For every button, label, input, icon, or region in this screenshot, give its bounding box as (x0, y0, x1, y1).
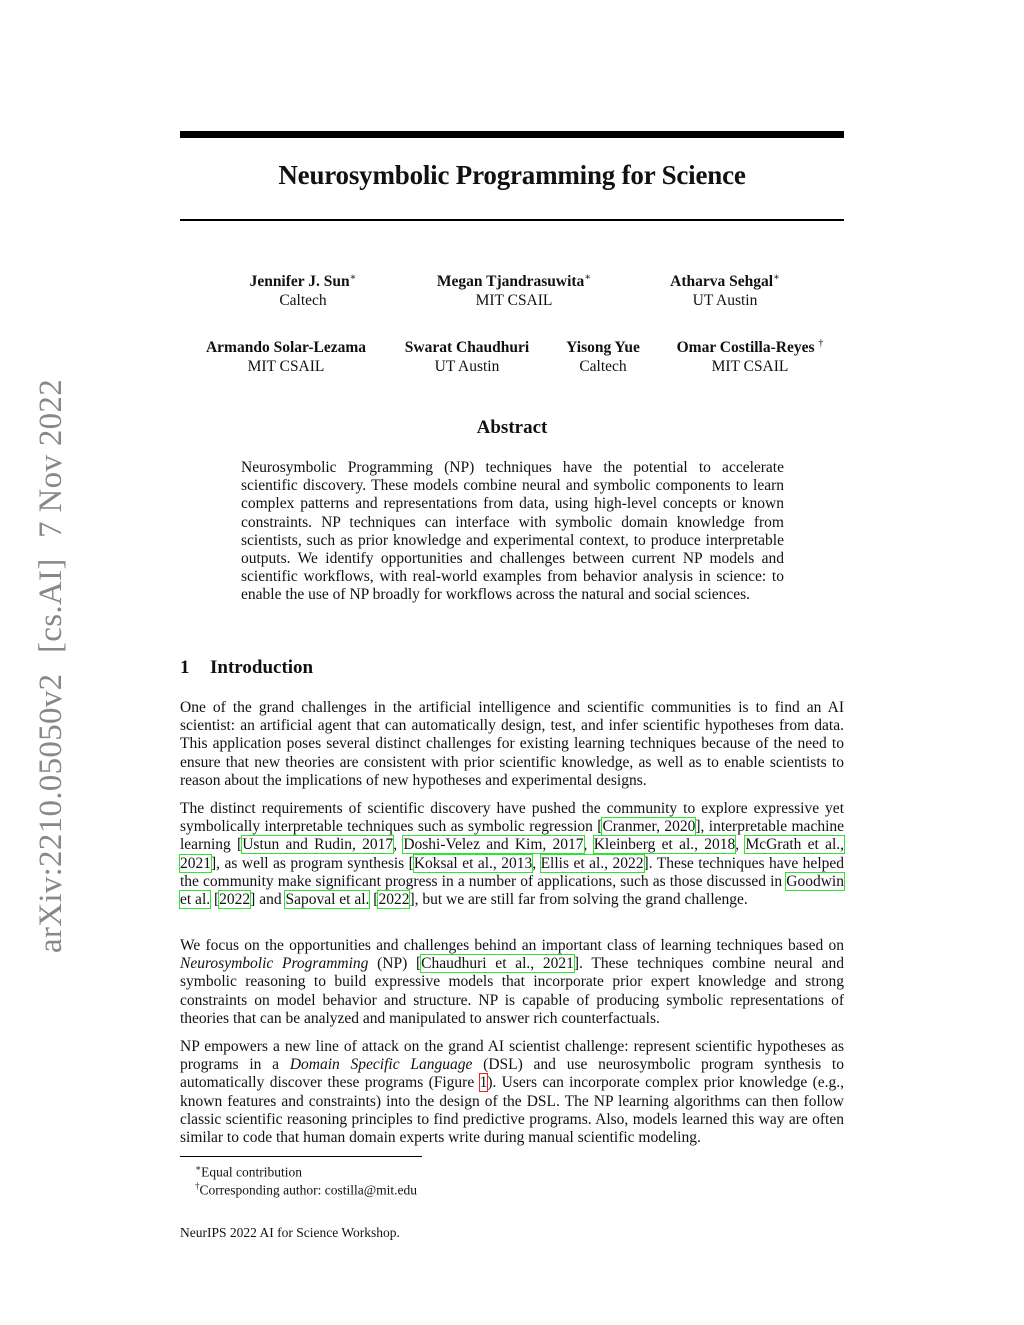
paragraph-text: [ (210, 891, 220, 909)
paragraph-text: ], interpretable machine learning [ (180, 818, 845, 854)
author-affiliation: MIT CSAIL (711, 358, 789, 376)
section-number: 1 (180, 657, 190, 678)
author-block (664, 334, 836, 376)
author-affiliation: MIT CSAIL (475, 292, 553, 310)
paragraph (180, 800, 844, 909)
paragraph-text: We focus on the opportunities and challenges behind an important class of learning techniques based on (180, 937, 844, 954)
arxiv-stamp (31, 321, 71, 1011)
paragraph-text: , (393, 836, 404, 854)
venue-note: NeurIPS 2022 AI for Science Workshop. (180, 1225, 400, 1240)
paragraph-text: ]. These techniques combine neural and symbolic reasoning to build expressive models that incorporate prior expert knowledge and strong constraints on model behavior and structure. NP is capable of producing symbolic representations of theories that can be analyzed and manipulated to answer rich counterfactuals. (180, 955, 844, 1027)
citation-link[interactable]: McGrath et al., 2021 (180, 836, 845, 872)
paragraph-text: , (532, 854, 541, 872)
paragraph-text: [ (369, 891, 379, 909)
author-mark: ∗ (773, 272, 780, 283)
section-heading (180, 657, 313, 679)
author-affiliation: MIT CSAIL (247, 358, 325, 376)
author-block (228, 268, 378, 310)
citation-link[interactable]: 2022 (378, 891, 410, 909)
paper-title: Neurosymbolic Programming for Science (278, 160, 746, 190)
citation-link[interactable]: Kleinberg et al., 2018 (593, 836, 736, 854)
citation-link[interactable]: Sapoval et al. (285, 891, 370, 909)
author-name: Jennifer J. Sun (249, 273, 350, 291)
paragraph-text: The distinct requirements of scientific discovery have pushed the community to explore expressive yet symbolically interpretable techniques such as symbolic regression [ (180, 800, 844, 836)
paragraph-text: ] and (250, 891, 286, 909)
title-top-rule (180, 131, 844, 138)
author-affiliation: UT Austin (692, 292, 758, 310)
author-block (192, 334, 380, 376)
paragraph-text: ], but we are still far from solving the grand challenge. (409, 891, 748, 909)
footnote-text: Equal contribution (201, 1164, 302, 1180)
footnote-rule (180, 1156, 422, 1157)
figure-ref-link[interactable]: 1 (479, 1074, 488, 1092)
section-title: Introduction (210, 657, 314, 678)
author-block (414, 268, 614, 310)
author-mark: ∗ (584, 272, 592, 283)
citation-link[interactable]: Cranmer, 2020 (602, 818, 696, 836)
author-name: Yisong Yue (566, 339, 640, 357)
author-block (394, 334, 540, 376)
citation-link[interactable]: Ustun and Rudin, 2017 (242, 836, 394, 854)
footnote-mark: † (195, 1181, 200, 1191)
arxiv-date: 7 Nov 2022 (33, 378, 69, 538)
paragraph-text: , (583, 836, 594, 854)
paragraph-text: (NP) [ (368, 955, 422, 973)
arxiv-id: arXiv:2210.05050v2 (33, 673, 69, 954)
arxiv-category: [cs.AI] (33, 558, 69, 654)
author-block (556, 334, 650, 376)
author-mark: ∗ (349, 272, 357, 283)
paragraph-text: ]. These techniques have helped the community make significant progress in a number of applications, such as those discussed in (180, 854, 845, 890)
author-name: Megan Tjandrasuwita (436, 273, 585, 291)
footnote-mark: ∗ (195, 1163, 202, 1173)
paragraph-text: ], as well as program synthesis [ (211, 854, 414, 872)
author-affiliation: Caltech (579, 358, 627, 376)
citation-link[interactable]: Chaudhuri et al., 2021 (421, 955, 574, 973)
citation-link[interactable]: Ellis et al., 2022 (540, 854, 644, 872)
footnote (195, 1178, 417, 1199)
paragraph (180, 1038, 844, 1147)
paragraph-text: (DSL) and use neurosymbolic program synthesis to automatically discover these programs (Figure (180, 1056, 844, 1092)
abstract-heading: Abstract (476, 417, 548, 438)
author-mark: † (818, 338, 824, 349)
title-bottom-rule (180, 219, 844, 221)
paragraph-text: , (735, 836, 746, 854)
citation-link[interactable]: Goodwin et al. (180, 872, 844, 909)
citation-link[interactable]: 2022 (219, 891, 251, 909)
paragraph-text: NP empowers a new line of attack on the grand AI scientist challenge: represent scientific hypotheses as programs in a (180, 1038, 844, 1074)
author-name: Atharva Sehgal (670, 273, 774, 291)
author-name: Swarat Chaudhuri (404, 339, 530, 357)
paragraph (180, 937, 844, 1028)
author-name: Omar Costilla-Reyes (676, 339, 815, 357)
author-affiliation: Caltech (279, 292, 327, 310)
paragraph: One of the grand challenges in the artificial intelligence and scientific communities is to find an AI scientist: an artificial agent that can automatically design, test, and infer scientific hypotheses from data. This application poses several distinct challenges for existing learning techniques because of the need to ensure that new theories are consistent with prior scientific knowledge, as well as to enable scientists to reason about the implications of new hypotheses and experimental designs. (180, 699, 844, 789)
emphasis-text: Domain Specific Language (289, 1056, 473, 1074)
abstract-body: Neurosymbolic Programming (NP) techniques have the potential to accelerate scientific discovery. These models combine neural and symbolic components to learn complex patterns and representations from data, using high-level concepts or known constraints. NP techniques can interface with symbolic domain knowledge from scientists, such as prior knowledge and experimental context, to produce interpretable outputs. We identify opportunities and challenges between current NP models and scientific workflows, with real-world examples from behavior analysis in science: to enable the use of NP broadly for workflows across the natural and social sciences. (241, 459, 784, 604)
author-block (650, 268, 800, 310)
author-name: Armando Solar-Lezama (205, 339, 366, 357)
author-affiliation: UT Austin (434, 358, 500, 376)
citation-link[interactable]: Doshi-Velez and Kim, 2017 (403, 836, 584, 854)
footnote-text: Corresponding author: costilla@mit.edu (199, 1182, 418, 1198)
emphasis-text: Neurosymbolic Programming (180, 955, 369, 973)
paragraph-text: ). Users can incorporate complex prior knowledge (e.g., known features and constraints) into the design of the DSL. The NP learning algorithms can then follow classic scientific reasoning principles to find predictive programs. Also, models learned this way are often similar to code that human domain experts write during manual scientific modeling. (180, 1074, 844, 1147)
citation-link[interactable]: Koksal et al., 2013 (413, 854, 533, 872)
